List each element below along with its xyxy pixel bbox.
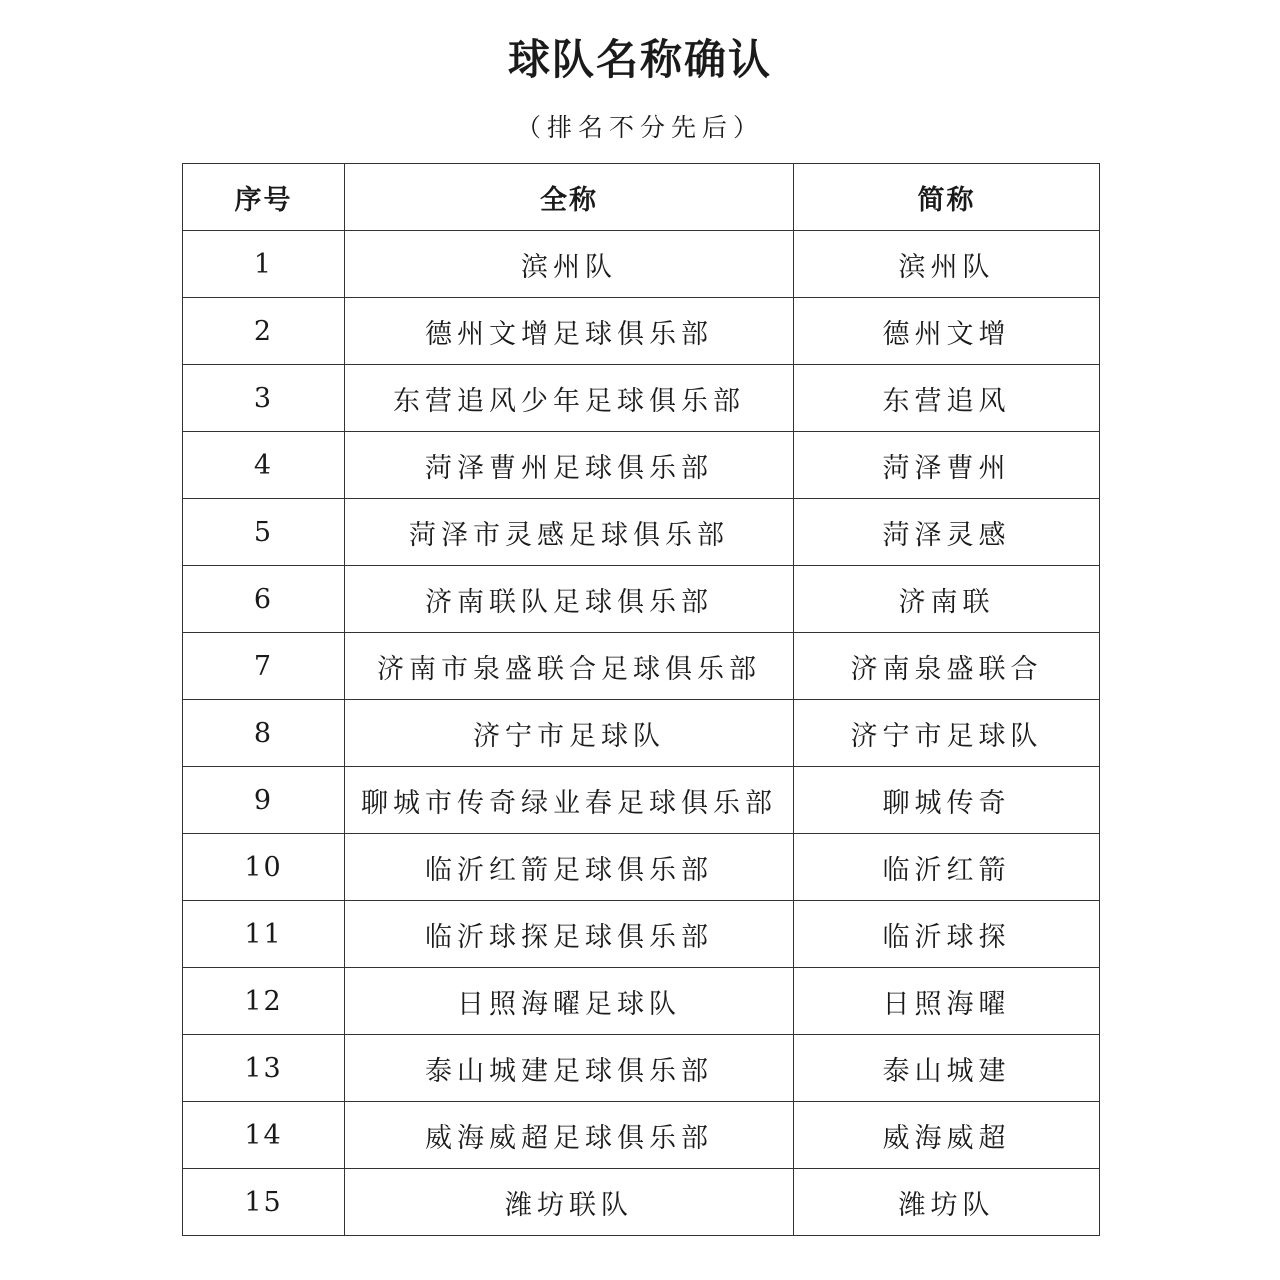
- row-short-name: 日照海曜: [794, 968, 1100, 1035]
- table-row: [183, 499, 1100, 566]
- row-full-name: 滨州队: [345, 231, 794, 298]
- row-full-name: 济南联队足球俱乐部: [345, 566, 794, 633]
- row-short-name: 菏泽灵感: [794, 499, 1100, 566]
- table-row: [183, 1035, 1100, 1102]
- table-row: [183, 566, 1100, 633]
- row-full-name: 菏泽市灵感足球俱乐部: [345, 499, 794, 566]
- row-full-name: 菏泽曹州足球俱乐部: [345, 432, 794, 499]
- row-full-name: 日照海曜足球队: [345, 968, 794, 1035]
- table-row: [183, 968, 1100, 1035]
- row-full-name: 济宁市足球队: [345, 700, 794, 767]
- table-row: [183, 901, 1100, 968]
- row-full-name: 泰山城建足球俱乐部: [345, 1035, 794, 1102]
- row-number: 8: [183, 700, 345, 767]
- table-row: [183, 633, 1100, 700]
- row-full-name: 济南市泉盛联合足球俱乐部: [345, 633, 794, 700]
- row-short-name: 济宁市足球队: [794, 700, 1100, 767]
- table-row: [183, 1102, 1100, 1169]
- table-row: [183, 432, 1100, 499]
- row-number: 3: [183, 365, 345, 432]
- row-short-name: 济南联: [794, 566, 1100, 633]
- row-short-name: 临沂球探: [794, 901, 1100, 968]
- row-short-name: 东营追风: [794, 365, 1100, 432]
- row-number: 2: [183, 298, 345, 365]
- row-full-name: 临沂红箭足球俱乐部: [345, 834, 794, 901]
- row-number: 4: [183, 432, 345, 499]
- row-number: 5: [183, 499, 345, 566]
- row-full-name: 东营追风少年足球俱乐部: [345, 365, 794, 432]
- row-number: 15: [183, 1169, 345, 1236]
- page-title: 球队名称确认: [507, 35, 772, 84]
- page-subtitle: （排名不分先后）: [515, 113, 764, 142]
- row-short-name: 济南泉盛联合: [794, 633, 1100, 700]
- row-number: 11: [183, 901, 345, 968]
- header-short-name: 简称: [794, 164, 1100, 231]
- table-body: [183, 231, 1100, 1236]
- table-row: [183, 700, 1100, 767]
- table-row: [183, 365, 1100, 432]
- row-short-name: 临沂红箭: [794, 834, 1100, 901]
- row-number: 12: [183, 968, 345, 1035]
- row-number: 10: [183, 834, 345, 901]
- row-number: 9: [183, 767, 345, 834]
- row-short-name: 聊城传奇: [794, 767, 1100, 834]
- row-number: 6: [183, 566, 345, 633]
- row-number: 13: [183, 1035, 345, 1102]
- table-row: [183, 767, 1100, 834]
- header-full-name: 全称: [345, 164, 794, 231]
- row-short-name: 菏泽曹州: [794, 432, 1100, 499]
- team-names-table: [182, 163, 1100, 1236]
- row-full-name: 威海威超足球俱乐部: [345, 1102, 794, 1169]
- table-row: [183, 834, 1100, 901]
- table-header-row: [183, 164, 1100, 231]
- row-short-name: 德州文增: [794, 298, 1100, 365]
- row-full-name: 潍坊联队: [345, 1169, 794, 1236]
- header-number: 序号: [183, 164, 345, 231]
- row-short-name: 威海威超: [794, 1102, 1100, 1169]
- row-full-name: 德州文增足球俱乐部: [345, 298, 794, 365]
- table-row: [183, 1169, 1100, 1236]
- row-full-name: 临沂球探足球俱乐部: [345, 901, 794, 968]
- table-row: [183, 231, 1100, 298]
- table-row: [183, 298, 1100, 365]
- row-full-name: 聊城市传奇绿业春足球俱乐部: [345, 767, 794, 834]
- row-short-name: 泰山城建: [794, 1035, 1100, 1102]
- row-short-name: 潍坊队: [794, 1169, 1100, 1236]
- row-number: 7: [183, 633, 345, 700]
- row-number: 1: [183, 231, 345, 298]
- row-short-name: 滨州队: [794, 231, 1100, 298]
- row-number: 14: [183, 1102, 345, 1169]
